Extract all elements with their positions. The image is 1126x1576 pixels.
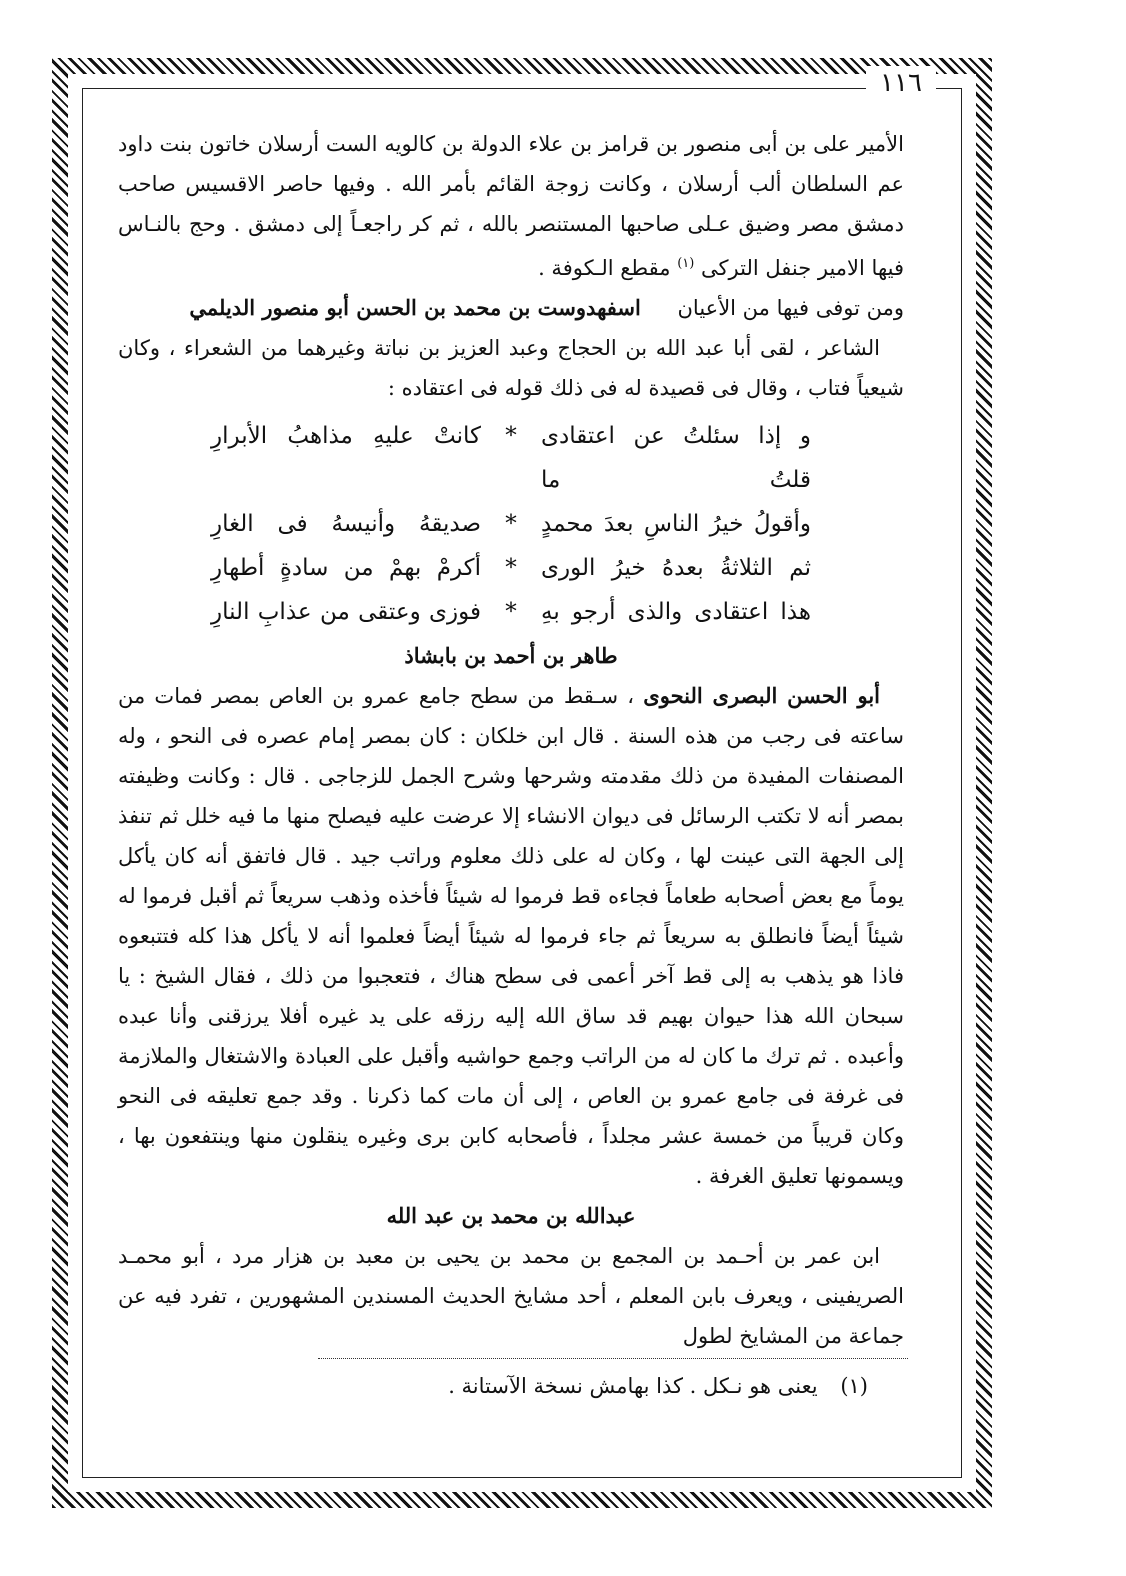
biography-heading-2: طاهر بن أحمد بن بابشاذ bbox=[404, 643, 618, 668]
paragraph-3 bbox=[118, 676, 904, 1196]
poem-separator: * bbox=[505, 423, 517, 449]
poem-hemistich-right: هذا اعتقادى والذى أرجو بهِ bbox=[541, 599, 811, 625]
obituary-intro-line bbox=[118, 288, 904, 328]
poem-hemistich-left: فوزى وعتقى من عذابِ النارِ bbox=[211, 599, 481, 625]
poem-hemistich-left: أكرمْ بهمْ من سادةٍ أطهارِ bbox=[211, 555, 481, 581]
biography-heading-3: عبدالله بن محمد بن عبد الله bbox=[386, 1203, 636, 1228]
footnote-divider bbox=[318, 1358, 908, 1359]
footnote-reference: (١) bbox=[677, 256, 695, 271]
paragraph-1 bbox=[118, 124, 904, 288]
poem-hemistich-left: كانتْ عليهِ مذاهبُ الأبرارِ bbox=[211, 423, 481, 449]
poem-line bbox=[211, 414, 811, 502]
obituary-intro: ومن توفى فيها من الأعيان bbox=[677, 296, 904, 320]
paragraph-3-lead: أبو الحسن البصرى النحوى bbox=[643, 683, 880, 708]
poem-hemistich-left: صديقهُ وأنيسهُ فى الغارِ bbox=[211, 511, 481, 537]
footnote bbox=[318, 1366, 868, 1406]
paragraph-3-text: ، سـقط من سطح جامع عمرو بن العاص بمصر فمات من ساعته فى رجب من هذه السنة . قال ابن خلكان : كان بمصر إمام عصره فى النحو ، وله المصنفات المفيدة من ذلك مقدمته وشرحها وشرح الجمل للزجاجى . قال : وكانت وظيفته بمصر أنه لا تكتب الرسائل فى ديوان الانشاء إلا عرضت عليه فيصلح منها ما فيه خلل ثم تنفذ إلى الجهة التى عينت لها ، وكان له على ذلك معلوم وراتب جيد . قال فاتفق أنه كان يأكل يوماً مع بعض أصحابه طعاماً فجاءه قط فرموا له شيئاً فأخذه وذهب سريعاً ثم أقبل فرموا له شيئاً أيضاً فانطلق به سريعاً ثم جاء فرموا له شيئاً أيضاً فعلموا أنه لا يأكل هذا كله فتتبعوه فاذا هو يذهب به إلى قط آخر أعمى فى سطح هناك ، فتعجبوا من ذلك ، فقال الشيخ : يا سبحان الله هذا حيوان بهيم قد ساق الله إليه رزقه على يد غيره أفلا يرزقنى وأنا عبده وأعبده . ثم ترك ما كان له من الراتب وجمع حواشيه وأقبل على العبادة والاشتغال والملازمة فى غرفة فى جامع عمرو بن العاص ، إلى أن مات كما ذكرنا . وقد جمع تعليقه فى النحو وكان قريباً من خمسة عشر مجلداً ، فأصحابه كابن برى وغيره ينقلون منها وينتفعون بها ، ويسمونها تعليق الغرفة . bbox=[118, 684, 904, 1188]
poem-separator: * bbox=[505, 511, 517, 537]
poem-separator: * bbox=[505, 555, 517, 581]
poem-separator: * bbox=[505, 599, 517, 625]
poem-hemistich-right: ثم الثلاثةُ بعدهُ خيرُ الورى bbox=[541, 555, 811, 581]
biography-heading-1: اسفهدوست بن محمد بن الحسن أبو منصور الديلمي bbox=[189, 295, 641, 320]
poem bbox=[211, 414, 811, 634]
poem-hemistich-right: و إذا سئلتُ عن اعتقادى قلتُ ما bbox=[541, 423, 811, 493]
paragraph-2: الشاعر ، لقى أبا عبد الله بن الحجاج وعبد العزيز بن نباتة وغيرهما من الشعراء ، وكان شيعياً فتاب ، وقال فى قصيدة له فى ذلك قوله فى اعتقاده : bbox=[118, 336, 904, 400]
page-number: ١١٦ bbox=[866, 66, 936, 100]
paragraph-1-end: مقطع الـكوفة . bbox=[538, 256, 671, 280]
poem-line bbox=[211, 546, 811, 590]
poem-line bbox=[211, 590, 811, 634]
paragraph-1-text: الأمير على بن أبى منصور بن قرامز بن علاء الدولة بن كالويه الست أرسلان خاتون بنت داود عم السلطان ألب أرسلان ، وكانت زوجة القائم بأمر الله . وفيها حاصر الاقسيس صاحب دمشق مصر وضيق عـلى صاحبها المستنصر بالله ، ثم كر راجعـاً إلى دمشق . وحج بالنـاس فيها الامير جنفل التركى bbox=[118, 132, 904, 280]
main-text bbox=[118, 124, 904, 1434]
paragraph-4: ابن عمر بن أحـمد بن المجمع بن محمد بن يحيى بن معبد بن هزار مرد ، أبو محمـد الصريفينى ، ويعرف بابن المعلم ، أحد مشايخ الحديث المسندين المشهورين ، تفرد فيه عن جماعة من المشايخ لطول bbox=[118, 1244, 904, 1348]
footnote-text: يعنى هو نـكل . كذا بهامش نسخة الآستانة . bbox=[448, 1374, 818, 1398]
poem-line bbox=[211, 502, 811, 546]
footnote-number: (١) bbox=[840, 1374, 868, 1398]
poem-hemistich-right: وأقولُ خيرُ الناسِ بعدَ محمدٍ bbox=[541, 511, 811, 537]
